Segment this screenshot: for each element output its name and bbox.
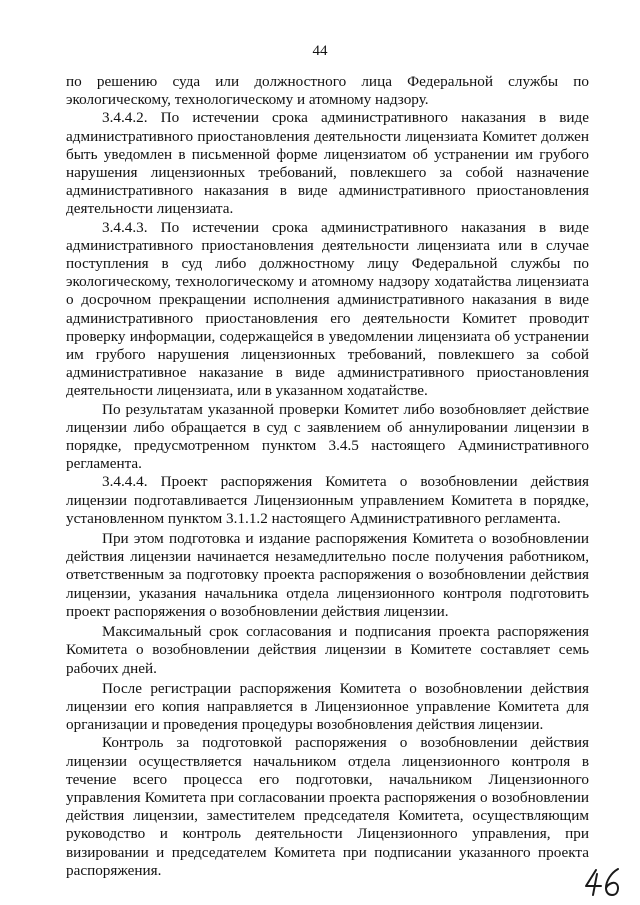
paragraph-max-term: Максимальный срок согласования и подписания проекта распоряжения Комитета о возобновлении действия лицензии в Комитете составляет семь рабочих дней. [66,623,589,677]
paragraph-registration: После регистрации распоряжения Комитета о возобновлении действия лицензии его копия направляется в Лицензионное управление Комитета для организации и проведения процедуры возобновления действия лицензии. [66,679,589,734]
page-number: 44 [312,43,328,59]
handwritten-46-icon [582,867,626,897]
paragraph-control: Контроль за подготовкой распоряжения о возобновлении действия лицензии осуществляется начальником отдела лицензионного контроля в течение всего процесса его подготовки, начальником Лицензионного управления Комитета при согласовании проекта распоряжения о возобновлении действия лицензии, заместителем председателя Комитета, осуществляющим руководство и контроль деятельности Лицензионного управления, при визировании и председателем Комитета при подписании указанного проекта распоряжения. [66,734,589,879]
paragraph-3-4-4-4: 3.4.4.4. Проект распоряжения Комитета о возобновлении действия лицензии подготавливается Лицензионным управлением Комитета в порядке, установленном пунктом 3.1.1.2 настоящего Административного регламента. [66,473,589,527]
paragraph-inspection-results: По результатам указанной проверки Комитет либо возобновляет действие лицензии либо обращается в суд с заявлением об аннулировании лицензии в порядке, предусмотренном пунктом 3.4.5 настоящего Административного регламента. [66,400,589,473]
paragraph-3-4-4-3: 3.4.4.3. По истечении срока административного наказания в виде административного приостановления деятельности лицензиата или в случае поступления в суд либо должностному лицу Федеральной службы по экологическому, технологическому и атомному надзору ходатайства лицензиата о досрочном прекращении исполнения административного наказания в виде административного приостановления его деятельности Комитет проводит проверку информации, содержащейся в уведомлении лицензиата об устранении им грубого нарушения лицензионных требований, повлекшего за собой административное наказание в виде административного приостановления деятельности лицензиата, или в указанном ходатайстве. [66,218,589,400]
handwritten-folio-number [582,867,626,897]
paragraph-continuation: по решению суда или должностного лица Федеральной службы по экологическому, технологическому и атомному надзору. [66,73,589,109]
paragraph-preparation: При этом подготовка и издание распоряжения Комитета о возобновлении действия лицензии начинается незамедлительно после получения работником, ответственным за подготовку проекта распоряжения о возобновлении действия лицензии, указания начальника отдела лицензионного контроля подготовить проект распоряжения о возобновлении действия лицензии. [66,530,589,620]
paragraph-3-4-4-2: 3.4.4.2. По истечении срока административного наказания в виде административного приостановления деятельности лицензиата Комитет должен быть уведомлен в письменной форме лицензиатом об устранении им грубого нарушения лицензионных требований, повлекшего за собой назначение административного наказания в виде административного приостановления деятельности лицензиата. [66,109,589,218]
document-body [66,73,589,880]
